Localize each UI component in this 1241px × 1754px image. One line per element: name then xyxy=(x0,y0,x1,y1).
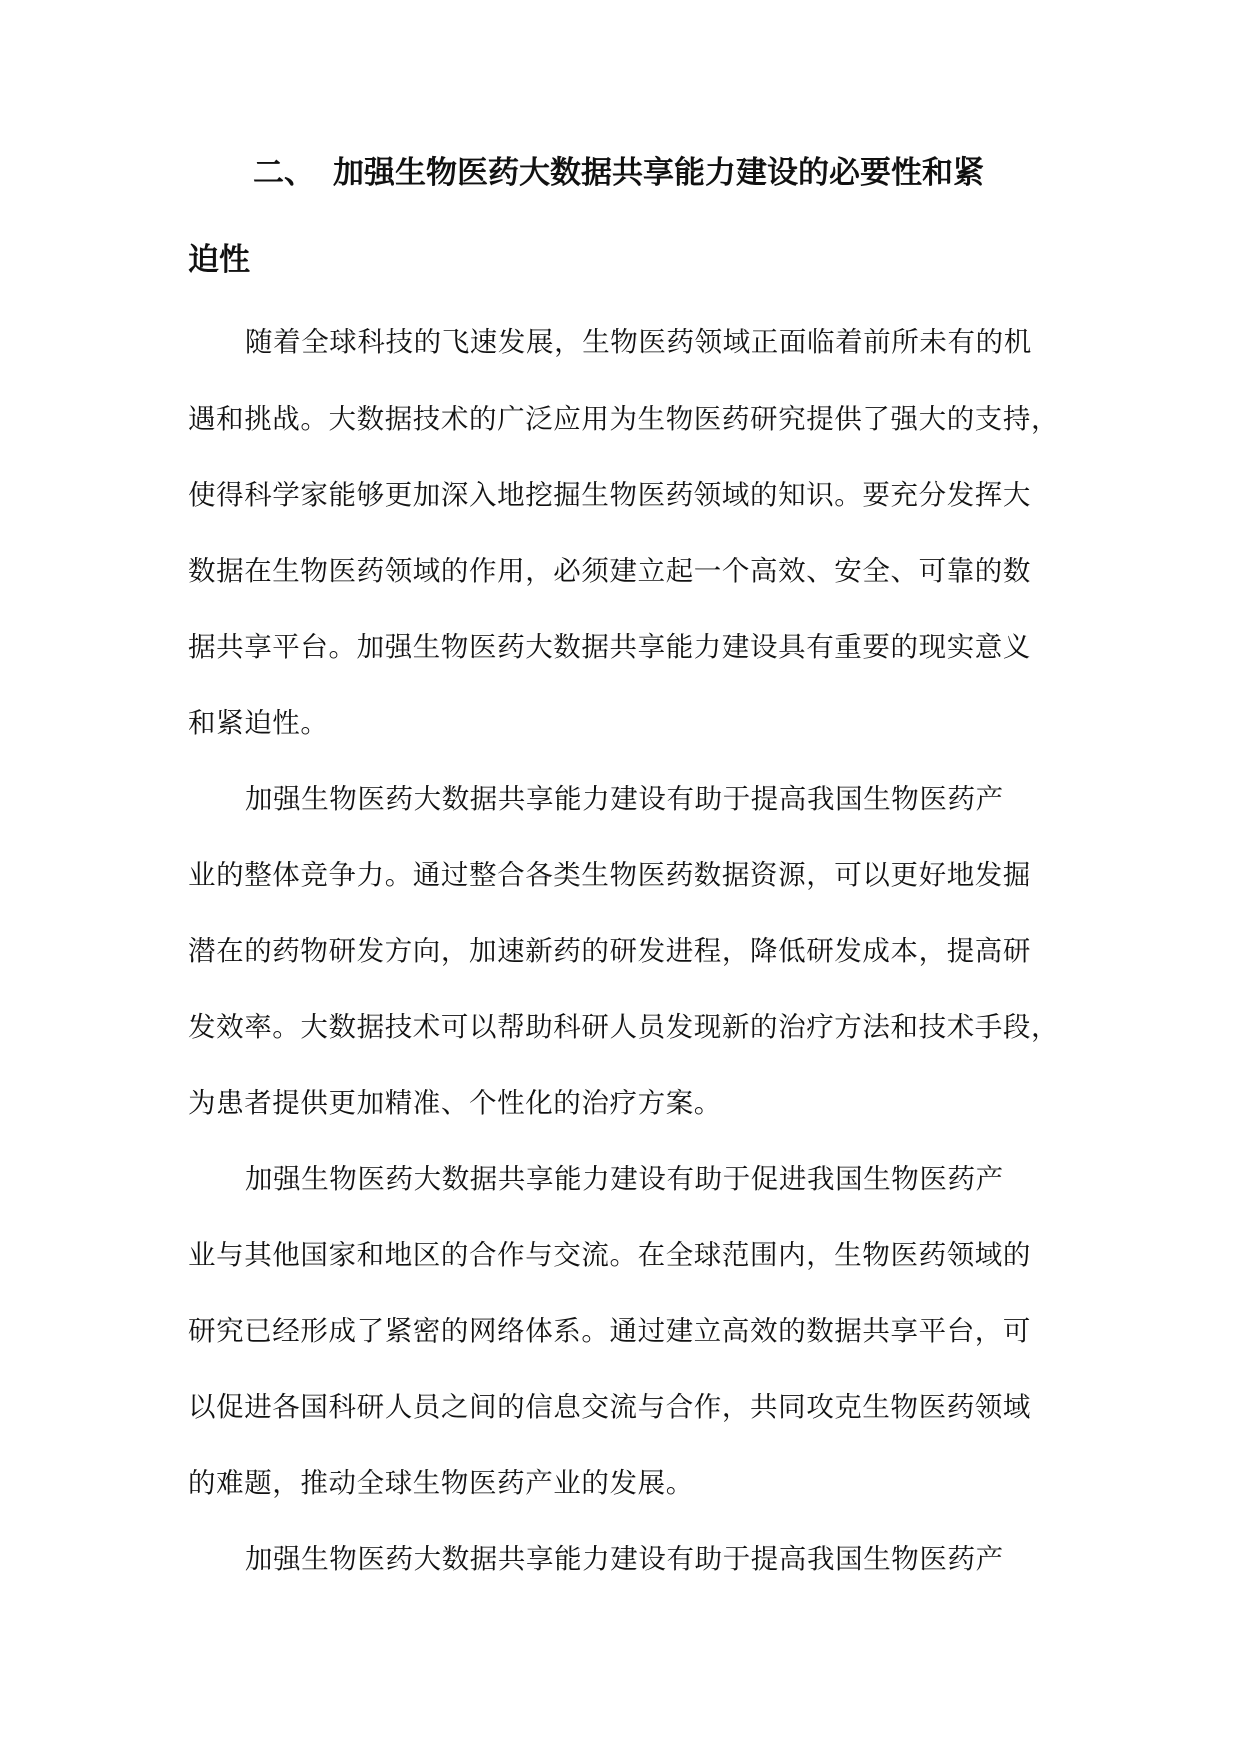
text-line: 遇和挑战。大数据技术的广泛应用为生物医药研究提供了强大的支持， xyxy=(188,403,1060,435)
text-line: 为患者提供更加精准、个性化的治疗方案。 xyxy=(188,1087,722,1119)
text-line: 随着全球科技的飞速发展，生物医药领域正面临着前所未有的机 xyxy=(245,326,1032,358)
text-line: 据共享平台。加强生物医药大数据共享能力建设具有重要的现实意义 xyxy=(188,631,1031,663)
text-line: 业的整体竞争力。通过整合各类生物医药数据资源，可以更好地发掘 xyxy=(188,859,1031,891)
text-line: 发效率。大数据技术可以帮助科研人员发现新的治疗方法和技术手段， xyxy=(188,1011,1060,1043)
text-line: 以促进各国科研人员之间的信息交流与合作，共同攻克生物医药领域 xyxy=(188,1391,1031,1423)
section-title-line-2: 迫性 xyxy=(188,242,250,278)
text-line: 和紧迫性。 xyxy=(188,707,329,739)
text-line: 加强生物医药大数据共享能力建设有助于提高我国生物医药产 xyxy=(245,783,1004,815)
text-line: 使得科学家能够更加深入地挖掘生物医药领域的知识。要充分发挥大 xyxy=(188,479,1031,511)
text-line: 业与其他国家和地区的合作与交流。在全球范围内，生物医药领域的 xyxy=(188,1239,1031,1271)
text-line: 的难题，推动全球生物医药产业的发展。 xyxy=(188,1467,694,1499)
text-line: 潜在的药物研发方向，加速新药的研发进程，降低研发成本，提高研 xyxy=(188,935,1031,967)
text-line: 加强生物医药大数据共享能力建设有助于促进我国生物医药产 xyxy=(245,1163,1004,1195)
text-line: 加强生物医药大数据共享能力建设有助于提高我国生物医药产 xyxy=(245,1543,1004,1575)
section-number: 二、 xyxy=(253,155,315,191)
text-line: 数据在生物医药领域的作用，必须建立起一个高效、安全、可靠的数 xyxy=(188,555,1031,587)
section-heading xyxy=(253,153,984,193)
section-title-line-1: 加强生物医药大数据共享能力建设的必要性和紧 xyxy=(333,155,984,191)
text-line: 研究已经形成了紧密的网络体系。通过建立高效的数据共享平台，可 xyxy=(188,1315,1031,1347)
